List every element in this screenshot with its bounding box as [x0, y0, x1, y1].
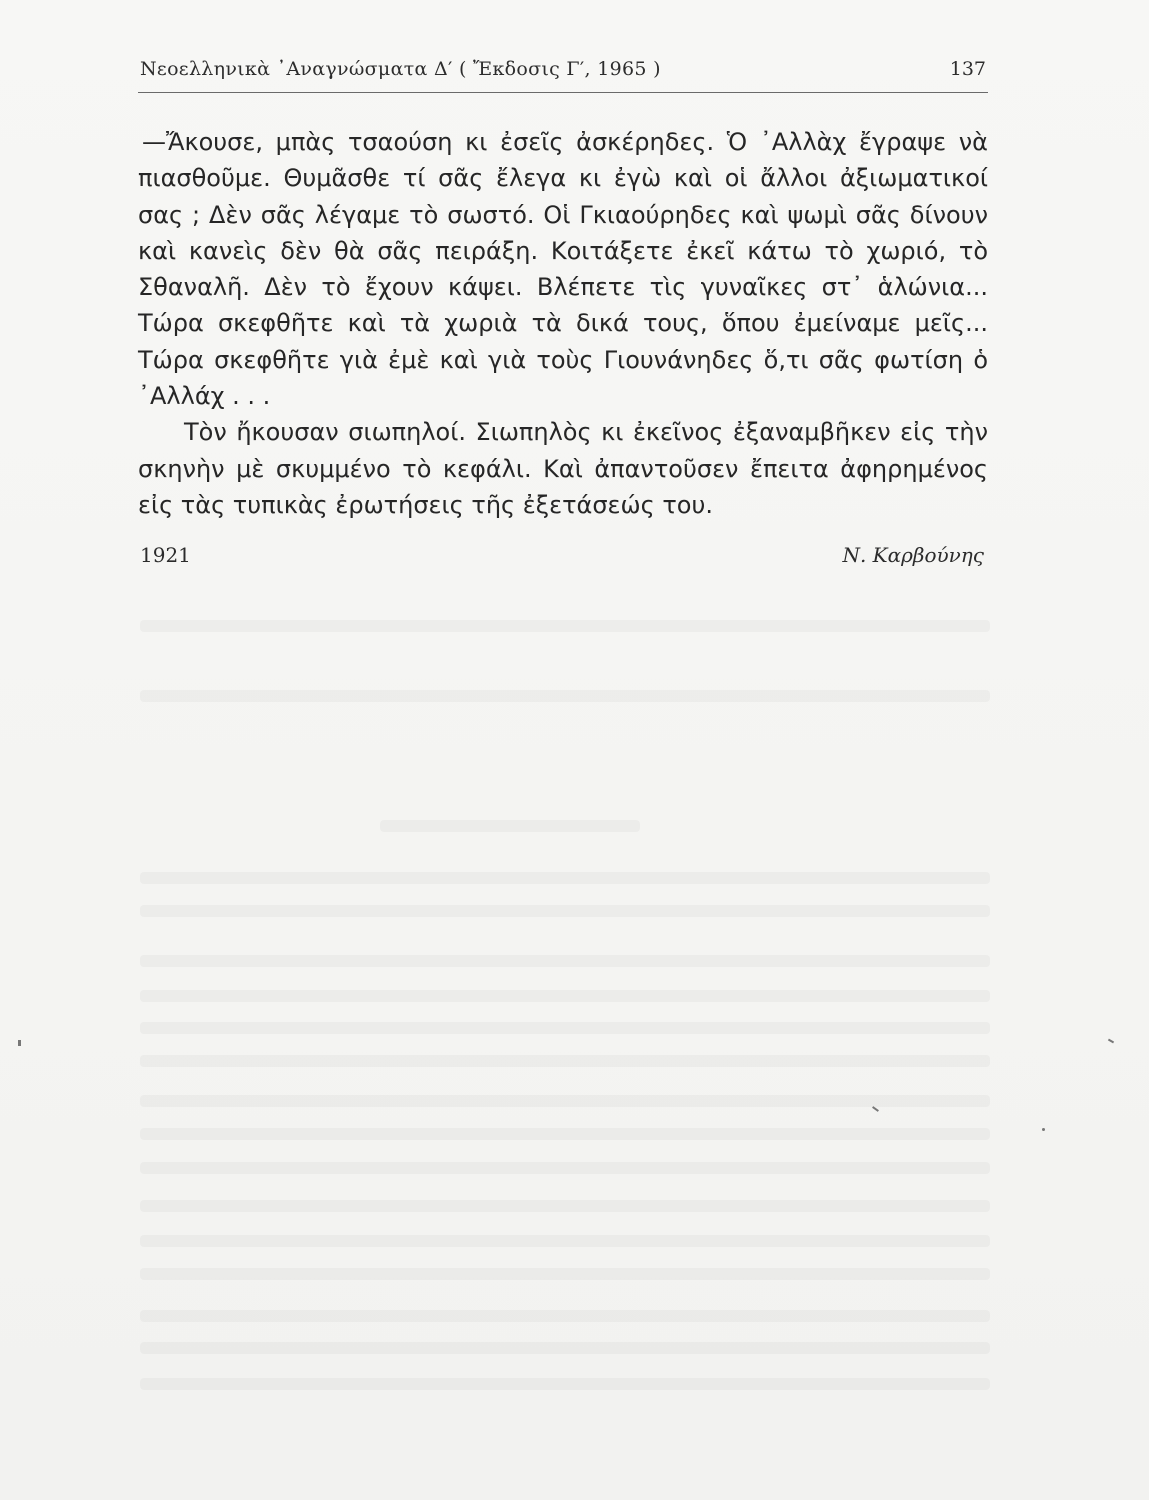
- bleed-through-line: [140, 955, 990, 967]
- bleed-through-line: [140, 1022, 990, 1034]
- header-rule: [138, 92, 988, 93]
- scan-speck: [18, 1040, 21, 1046]
- body-text: [138, 124, 988, 523]
- bleed-through-line: [140, 872, 990, 884]
- bleed-through-line: [140, 620, 990, 632]
- bleed-through-line: [140, 1235, 990, 1247]
- paragraph: Τὸν ἤκουσαν σιωπηλοί. Σιωπηλὸς κι ἐκεῖνος ἐξαναμβῆκεν εἰς τὴν σκηνὴν μὲ σκυμμένο τὸ κεφάλι. Καὶ ἀπαντοῦσεν ἔπειτα ἀφηρημένος εἰς τὰς τυπικὰς ἐρωτήσεις τῆς ἐξετάσεώς του.: [138, 418, 988, 519]
- running-header: [138, 52, 988, 92]
- bleed-through-line: [140, 1200, 990, 1212]
- page-number: 137: [949, 58, 986, 80]
- bleed-through-line: [380, 820, 640, 832]
- bleed-through-line: [140, 990, 990, 1002]
- book-title: Νεοελληνικὰ ᾿Αναγνώσματα Δ′ ( Ἔκδοσις Γ′, 1965 ): [140, 58, 661, 80]
- bleed-through-line: [140, 1378, 990, 1390]
- bleed-through-line: [140, 1268, 990, 1280]
- signature-line: [138, 538, 988, 578]
- bleed-through-line: [140, 1162, 990, 1174]
- scan-speck: [1108, 1039, 1114, 1044]
- date: 1921: [140, 543, 191, 567]
- bleed-through-line: [140, 1128, 990, 1140]
- bleed-through-line: [140, 1310, 990, 1322]
- paragraph: —Ἄκουσε, μπὰς τσαούση κι ἐσεῖς ἀσκέρηδες. Ὁ ᾿Αλλὰχ ἔγραψε νὰ πιασθοῦμε. Θυμᾶσθε τί σᾶς ἔλεγα κι ἐγὼ καὶ οἱ ἄλλοι ἀξιωματικοί σας ; Δὲν σᾶς λέγαμε τὸ σωστό. Οἱ Γκιαούρηδες καὶ ψωμὶ σᾶς δίνουν καὶ κανεὶς δὲν θὰ σᾶς πειράξη. Κοιτάξετε ἐκεῖ κάτω τὸ χωριό, τὸ Σθαναλῆ. Δὲν τὸ ἔχουν κάψει. Βλέπετε τὶς γυναῖκες στ᾿ ἁλώνια... Τώρα σκεφθῆτε καὶ τὰ χωριὰ τὰ δικά τους, ὅπου ἐμείναμε μεῖς... Τώρα σκεφθῆτε γιὰ ἐμὲ καὶ γιὰ τοὺς Γιουνάνηδες ὅ,τι σᾶς φωτίση ὁ ᾿Αλλάχ . . .: [138, 128, 988, 411]
- scan-speck: [1042, 1128, 1045, 1131]
- bleed-through-line: [140, 690, 990, 702]
- bleed-through-line: [140, 905, 990, 917]
- bleed-through-line: [140, 1055, 990, 1067]
- bleed-through-line: [140, 1095, 990, 1107]
- bleed-through-line: [140, 1342, 990, 1354]
- scan-speck: [872, 1106, 879, 1112]
- author: Ν. Καρβούνης: [842, 543, 984, 567]
